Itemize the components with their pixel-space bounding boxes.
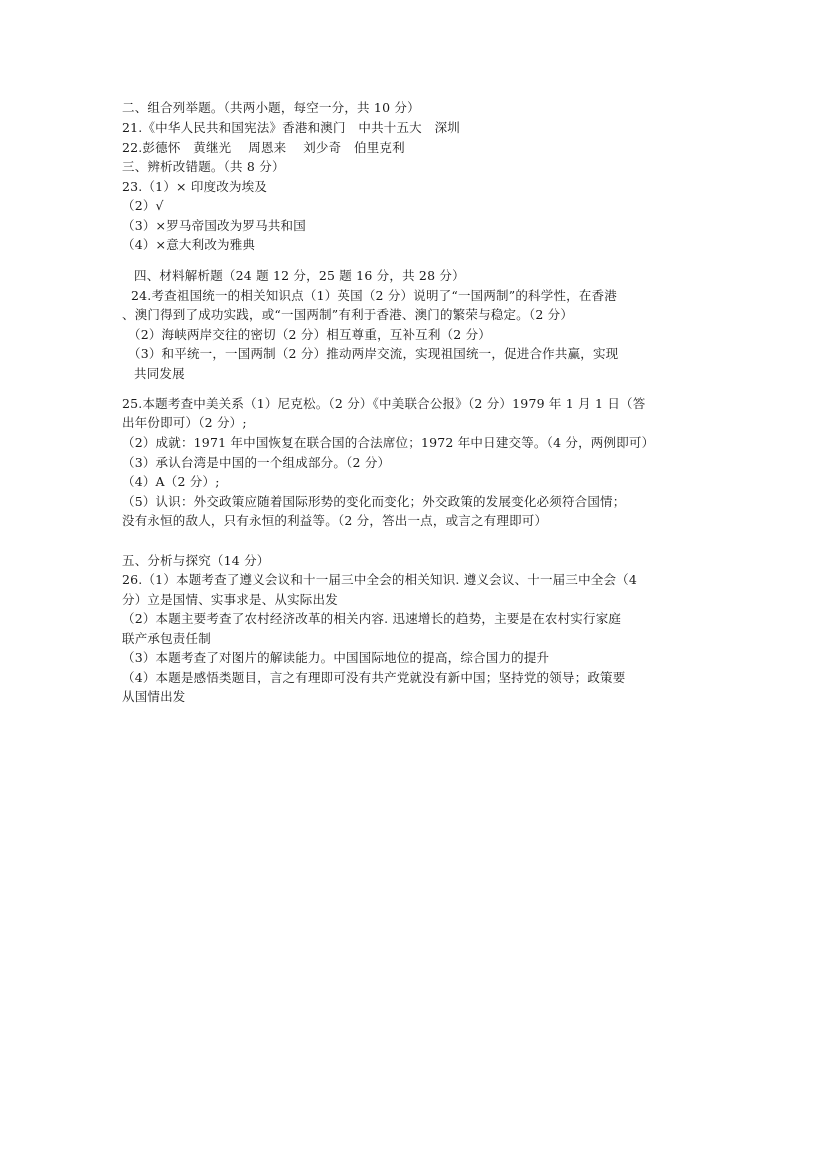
answer-26-4-line2: 从国情出发 <box>122 689 186 704</box>
answer-25-5-line2: 没有永恒的敌人，只有永恒的利益等。（2 分，答出一点，或言之有理即可） <box>122 513 548 528</box>
answer-23-4: （4）×意大利改为雅典 <box>122 237 256 252</box>
section5-heading: 五、分析与探究（14 分） <box>122 553 270 568</box>
answer-25-4: （4）A（2 分）; <box>122 474 220 489</box>
answer-26-2-line2: 联产承包责任制 <box>122 631 211 646</box>
answer-25-5-line1: （5）认识：外交政策应随着国际形势的变化而变化；外交政策的发展变化必须符合国情； <box>122 494 626 509</box>
answer-26-2-line1: （2）本题主要考查了农村经济改革的相关内容. 迅速增长的趋势，主要是在农村实行家庭 <box>122 611 622 626</box>
section4-heading: 四、材料解析题（24 题 12 分，25 题 16 分，共 28 分） <box>134 268 465 283</box>
answer-21: 21.《中华人民共和国宪法》香港和澳门 中共十五大 深圳 <box>122 120 460 135</box>
answer-23-1: 23.（1）× 印度改为埃及 <box>122 179 268 194</box>
answer-22: 22.彭德怀 黄继光 周恩来 刘少奇 伯里克利 <box>122 140 405 155</box>
answer-23-3: （3）×罗马帝国改为罗马共和国 <box>122 218 306 233</box>
answer-26-1-line2: 分）立是国情、实事求是、从实际出发 <box>122 592 338 607</box>
answer-26-1-line1: 26.（1）本题考查了遵义会议和十一届三中全会的相关知识. 遵义会议、十一届三中全会（4 <box>122 572 638 587</box>
answer-24-3-line2: 共同发展 <box>134 366 185 381</box>
answer-26-3: （3）本题考查了对图片的解读能力。中国国际地位的提高，综合国力的提升 <box>122 650 550 665</box>
answer-25-line2: 出年份即可）（2 分）; <box>122 415 247 430</box>
answer-24-line1: 24.考查祖国统一的相关知识点（1）英国（2 分）说明了“一国两制”的科学性，在香港 <box>131 288 617 303</box>
answer-25-line1: 25.本题考查中美关系（1）尼克松。（2 分）《中美联合公报》（2 分）1979 年 1 月 1 日（答 <box>122 396 646 411</box>
answer-24-line2: 、澳门得到了成功实践，或“一国两制”有利于香港、澳门的繁荣与稳定。（2 分） <box>122 307 574 322</box>
answer-26-4-line1: （4）本题是感悟类题目，言之有理即可没有共产党就没有新中国；坚持党的领导；政策要 <box>122 670 626 685</box>
answer-24-2: （2）海峡两岸交往的密切（2 分）相互尊重，互补互利（2 分） <box>128 327 492 342</box>
section2-heading: 二、组合列举题。（共两小题，每空一分，共 10 分） <box>122 100 420 115</box>
section3-heading: 三、辨析改错题。（共 8 分） <box>122 159 285 174</box>
answer-25-2: （2）成就：1971 年中国恢复在联合国的合法席位；1972 年中日建交等。（4 分，两例即可） <box>122 435 655 450</box>
answer-24-3-line1: （3）和平统一，一国两制（2 分）推动两岸交流，实现祖国统一，促进合作共赢，实现 <box>128 346 619 361</box>
answer-25-3: （3）承认台湾是中国的一个组成部分。（2 分） <box>122 455 391 470</box>
answer-23-2: （2）√ <box>122 198 164 213</box>
